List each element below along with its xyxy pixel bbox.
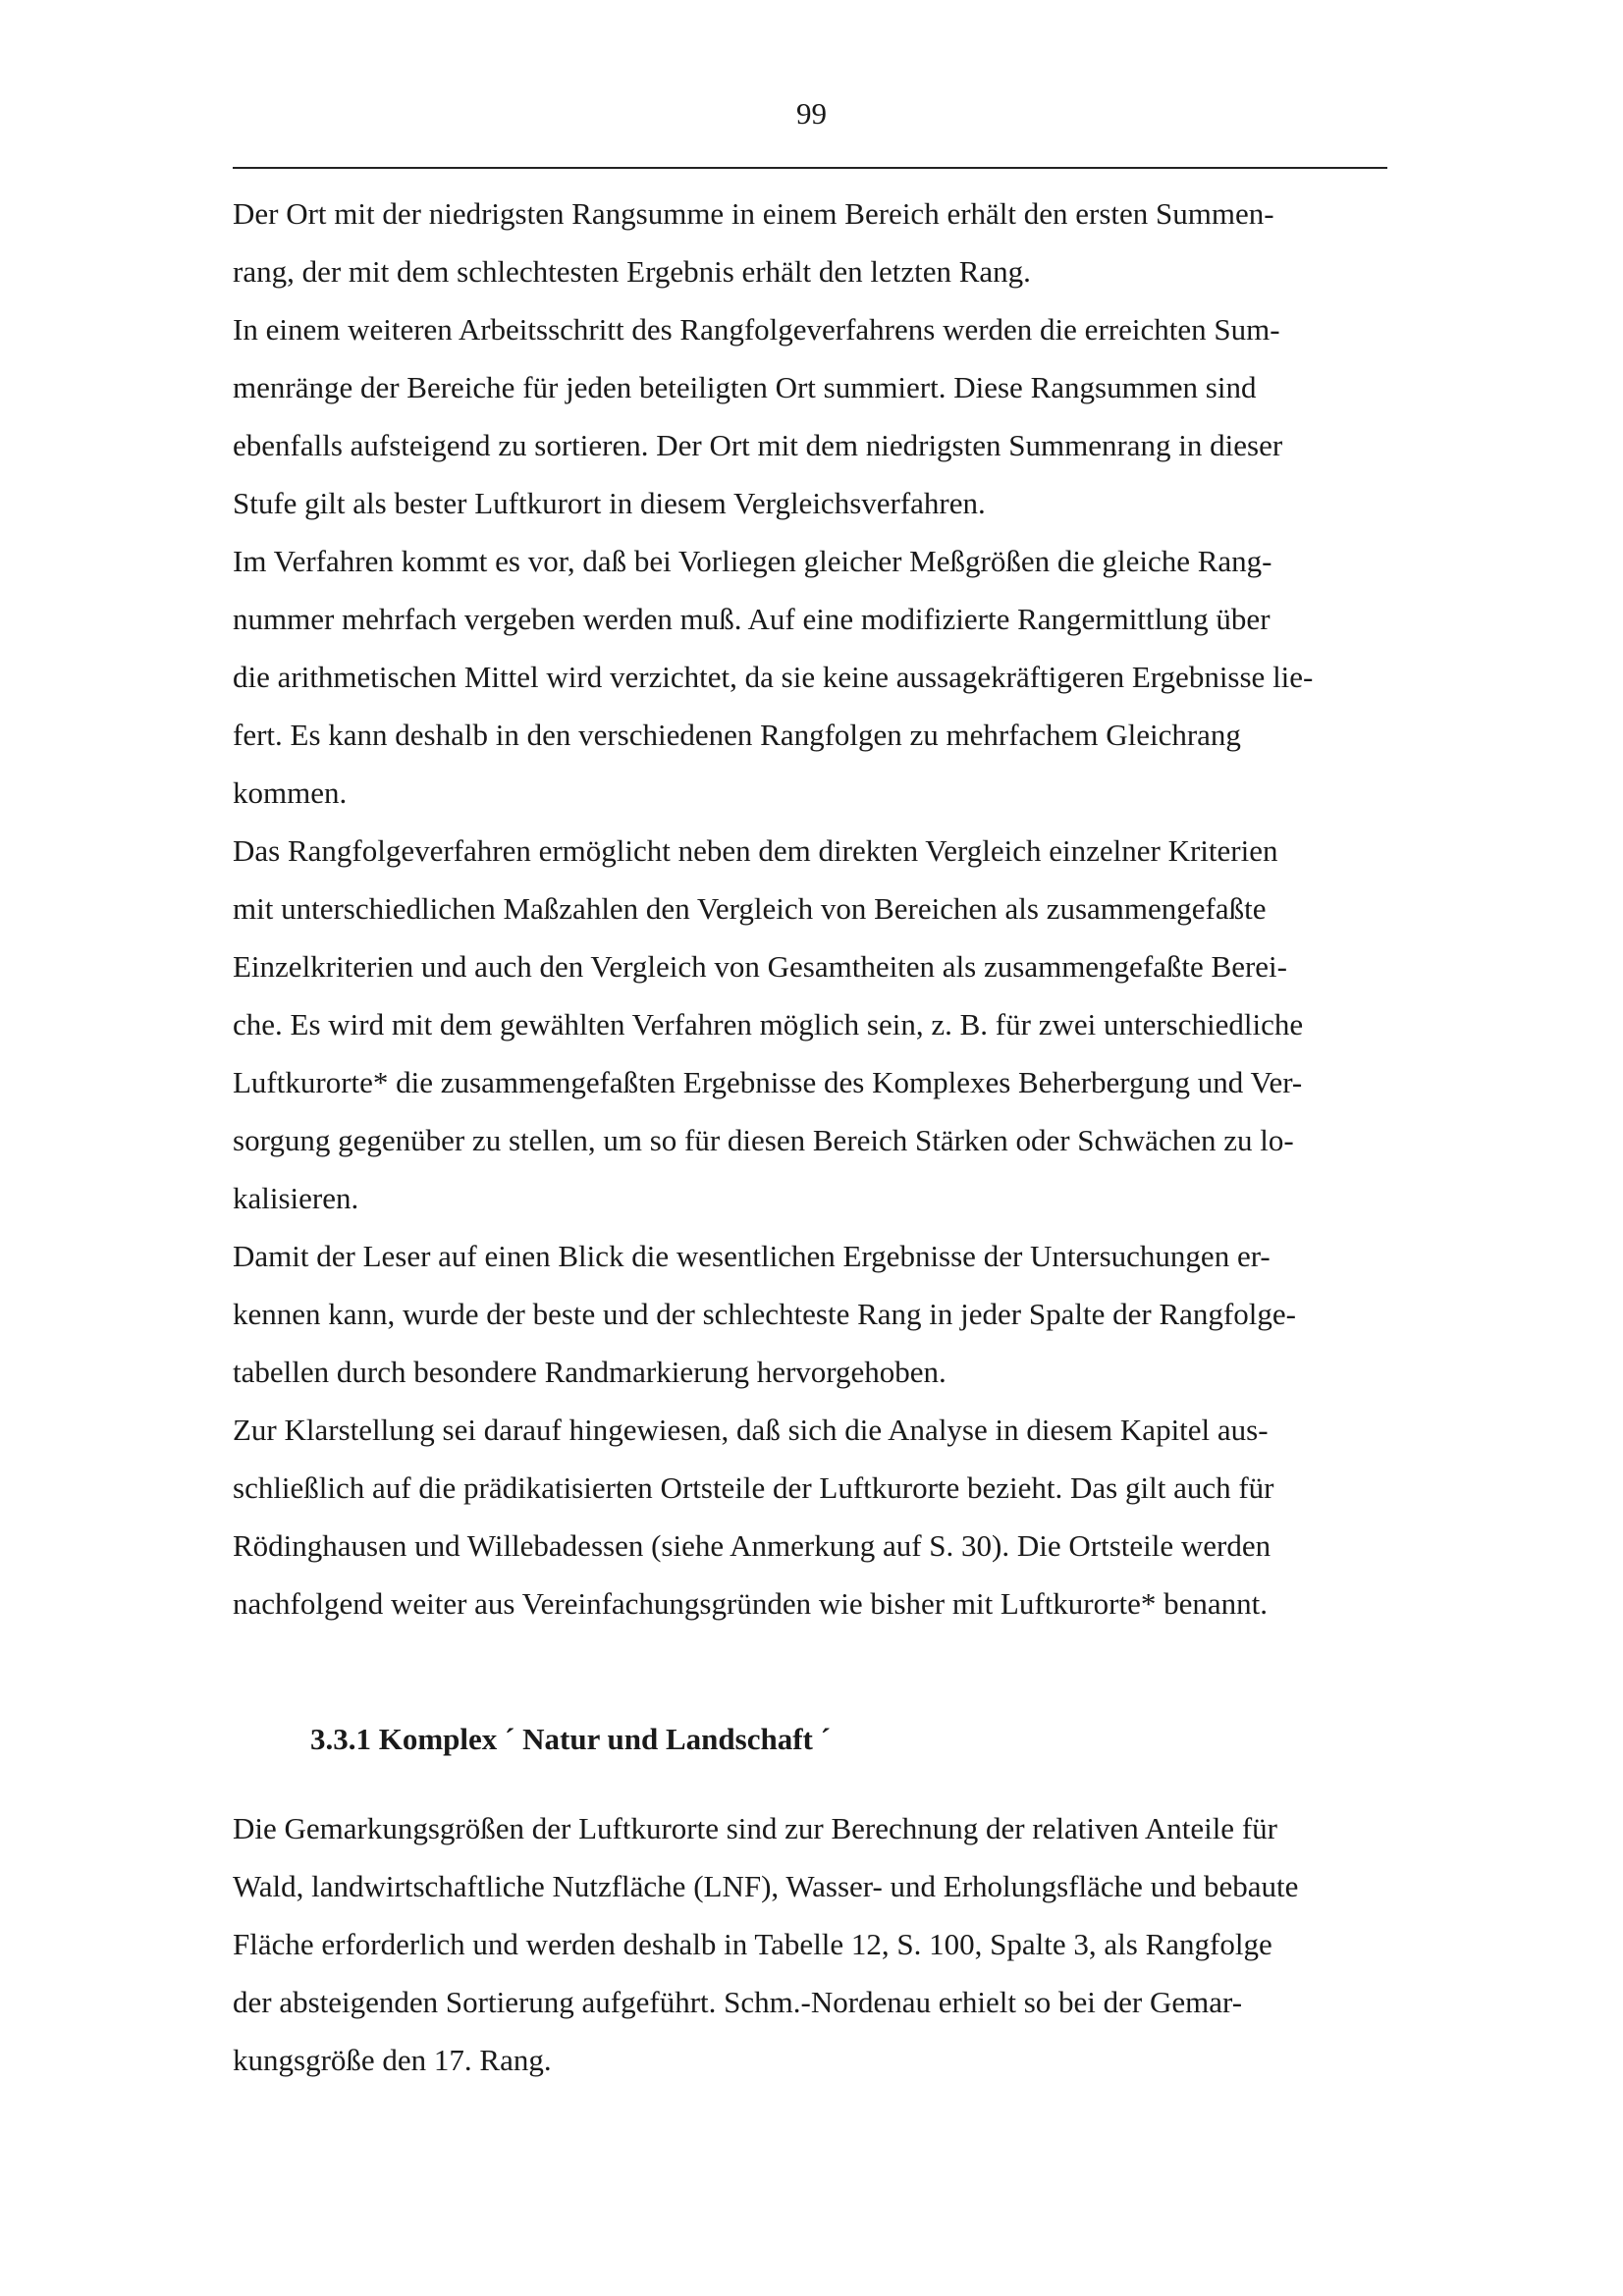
section-heading: 3.3.1 Komplex ´ Natur und Landschaft ´ bbox=[310, 1722, 831, 1756]
text-line: kalisieren. bbox=[233, 1181, 359, 1215]
text-line: ebenfalls aufsteigend zu sortieren. Der Ort mit dem niedrigsten Summenrang in dieser bbox=[233, 428, 1283, 462]
text-line: kennen kann, wurde der beste und der schlechteste Rang in jeder Spalte der Rangfolge- bbox=[233, 1297, 1296, 1331]
text-line: sorgung gegenüber zu stellen, um so für diesen Bereich Stärken oder Schwächen zu lo- bbox=[233, 1123, 1294, 1157]
text-line: Zur Klarstellung sei darauf hingewiesen, daß sich die Analyse in diesem Kapitel aus- bbox=[233, 1413, 1269, 1447]
text-line: fert. Es kann deshalb in den verschiedenen Rangfolgen zu mehrfachem Gleichrang bbox=[233, 718, 1241, 752]
text-line: die arithmetischen Mittel wird verzichtet, da sie keine aussagekräftigeren Ergebnisse lie- bbox=[233, 660, 1314, 694]
text-line: rang, der mit dem schlechtesten Ergebnis erhält den letzten Rang. bbox=[233, 254, 1031, 289]
header-rule bbox=[233, 167, 1387, 169]
text-line: menränge der Bereiche für jeden beteiligten Ort summiert. Diese Rangsummen sind bbox=[233, 370, 1257, 404]
text-line: kungsgröße den 17. Rang. bbox=[233, 2043, 552, 2077]
text-line: nachfolgend weiter aus Vereinfachungsgründen wie bisher mit Luftkurorte* benannt. bbox=[233, 1586, 1268, 1621]
text-line: Fläche erforderlich und werden deshalb in Tabelle 12, S. 100, Spalte 3, als Rangfolge bbox=[233, 1927, 1272, 1961]
text-line: Im Verfahren kommt es vor, daß bei Vorliegen gleicher Meßgrößen die gleiche Rang- bbox=[233, 544, 1272, 578]
text-line: Luftkurorte* die zusammengefaßten Ergebnisse des Komplexes Beherbergung und Ver- bbox=[233, 1065, 1303, 1099]
text-line: che. Es wird mit dem gewählten Verfahren möglich sein, z. B. für zwei unterschiedliche bbox=[233, 1007, 1304, 1041]
text-line: Damit der Leser auf einen Blick die wesentlichen Ergebnisse der Untersuchungen er- bbox=[233, 1239, 1271, 1273]
text-line: schließlich auf die prädikatisierten Ortsteile der Luftkurorte bezieht. Das gilt auch für bbox=[233, 1470, 1274, 1505]
text-line: Rödinghausen und Willebadessen (siehe Anmerkung auf S. 30). Die Ortsteile werden bbox=[233, 1528, 1271, 1563]
text-line: Die Gemarkungsgrößen der Luftkurorte sind zur Berechnung der relativen Anteile für bbox=[233, 1811, 1277, 1845]
text-line: tabellen durch besondere Randmarkierung hervorgehoben. bbox=[233, 1355, 947, 1389]
text-line: Der Ort mit der niedrigsten Rangsumme in einem Bereich erhält den ersten Summen- bbox=[233, 196, 1274, 231]
text-line: mit unterschiedlichen Maßzahlen den Vergleich von Bereichen als zusammengefaßte bbox=[233, 891, 1267, 926]
text-line: Einzelkriterien und auch den Vergleich von Gesamtheiten als zusammengefaßte Berei- bbox=[233, 949, 1287, 984]
text-line: Stufe gilt als bester Luftkurort in diesem Vergleichsverfahren. bbox=[233, 486, 986, 520]
text-line: der absteigenden Sortierung aufgeführt. Schm.-Nordenau erhielt so bei der Gemar- bbox=[233, 1985, 1243, 2019]
text-line: In einem weiteren Arbeitsschritt des Rangfolgeverfahrens werden die erreichten Sum- bbox=[233, 312, 1280, 347]
text-line: Das Rangfolgeverfahren ermöglicht neben dem direkten Vergleich einzelner Kriterien bbox=[233, 833, 1278, 868]
page-number: 99 bbox=[796, 96, 827, 131]
text-line: Wald, landwirtschaftliche Nutzfläche (LNF), Wasser- und Erholungsfläche und bebaute bbox=[233, 1869, 1299, 1903]
text-line: kommen. bbox=[233, 775, 348, 810]
text-line: nummer mehrfach vergeben werden muß. Auf eine modifizierte Rangermittlung über bbox=[233, 602, 1271, 636]
